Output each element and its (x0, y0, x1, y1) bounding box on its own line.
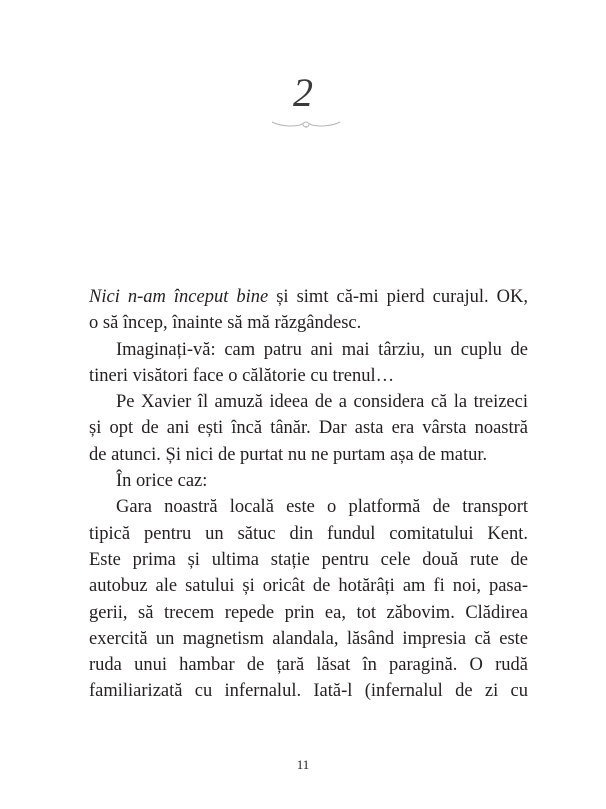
text-line: ruda unui hambar de țară lăsat în paragină. O rudă (89, 655, 528, 676)
text-line: Imaginați-vă: cam patru ani mai târziu, un cuplu de (116, 339, 528, 360)
paragraph (89, 337, 528, 390)
text-line: familiarizată cu infernalul. Iată-l (infernalul de zi cu (89, 681, 528, 702)
text-line: autobuz ale satului și oricât de hotărâți am fi noi, pasa- (89, 576, 528, 597)
page-number: 11 (296, 757, 310, 772)
chapter-number: 2 (293, 70, 313, 115)
paragraph (89, 494, 528, 704)
paragraph (89, 389, 528, 468)
paragraph (89, 468, 528, 494)
text-line: În orice caz: (116, 471, 208, 492)
ornament-flourish-icon (270, 116, 342, 132)
text-line: și opt de ani ești încă tânăr. Dar asta era vârsta noastră (89, 418, 528, 439)
text-line: tineri visători face o călătorie cu trenul… (89, 365, 395, 386)
text-line: exercită un magnetism alandala, lăsând impresia că este (89, 628, 528, 649)
text-line: o să încep, înainte să mă răzgândesc. (89, 313, 362, 334)
line-text: și simt că-mi pierd curajul. OK, (268, 287, 528, 307)
text-line: gerii, să trecem repede prin ea, tot zăbovim. Clădirea (89, 602, 528, 623)
text-line: Gara noastră locală este o platformă de transport (116, 497, 528, 518)
body-text (89, 284, 528, 705)
text-line: Pe Xavier îl amuză ideea de a considera că la treizeci (116, 392, 528, 413)
paragraph (89, 284, 528, 337)
text-line: de atunci. Și nici de purtat nu ne purtam așa de matur. (89, 444, 488, 465)
text-line: Este prima și ultima stație pentru cele două rute de (89, 549, 528, 570)
italic-text: Nici n-am început bine (89, 287, 269, 307)
text-line (89, 284, 528, 310)
text-line: tipică pentru un sătuc din fundul comitatului Kent. (89, 523, 528, 544)
